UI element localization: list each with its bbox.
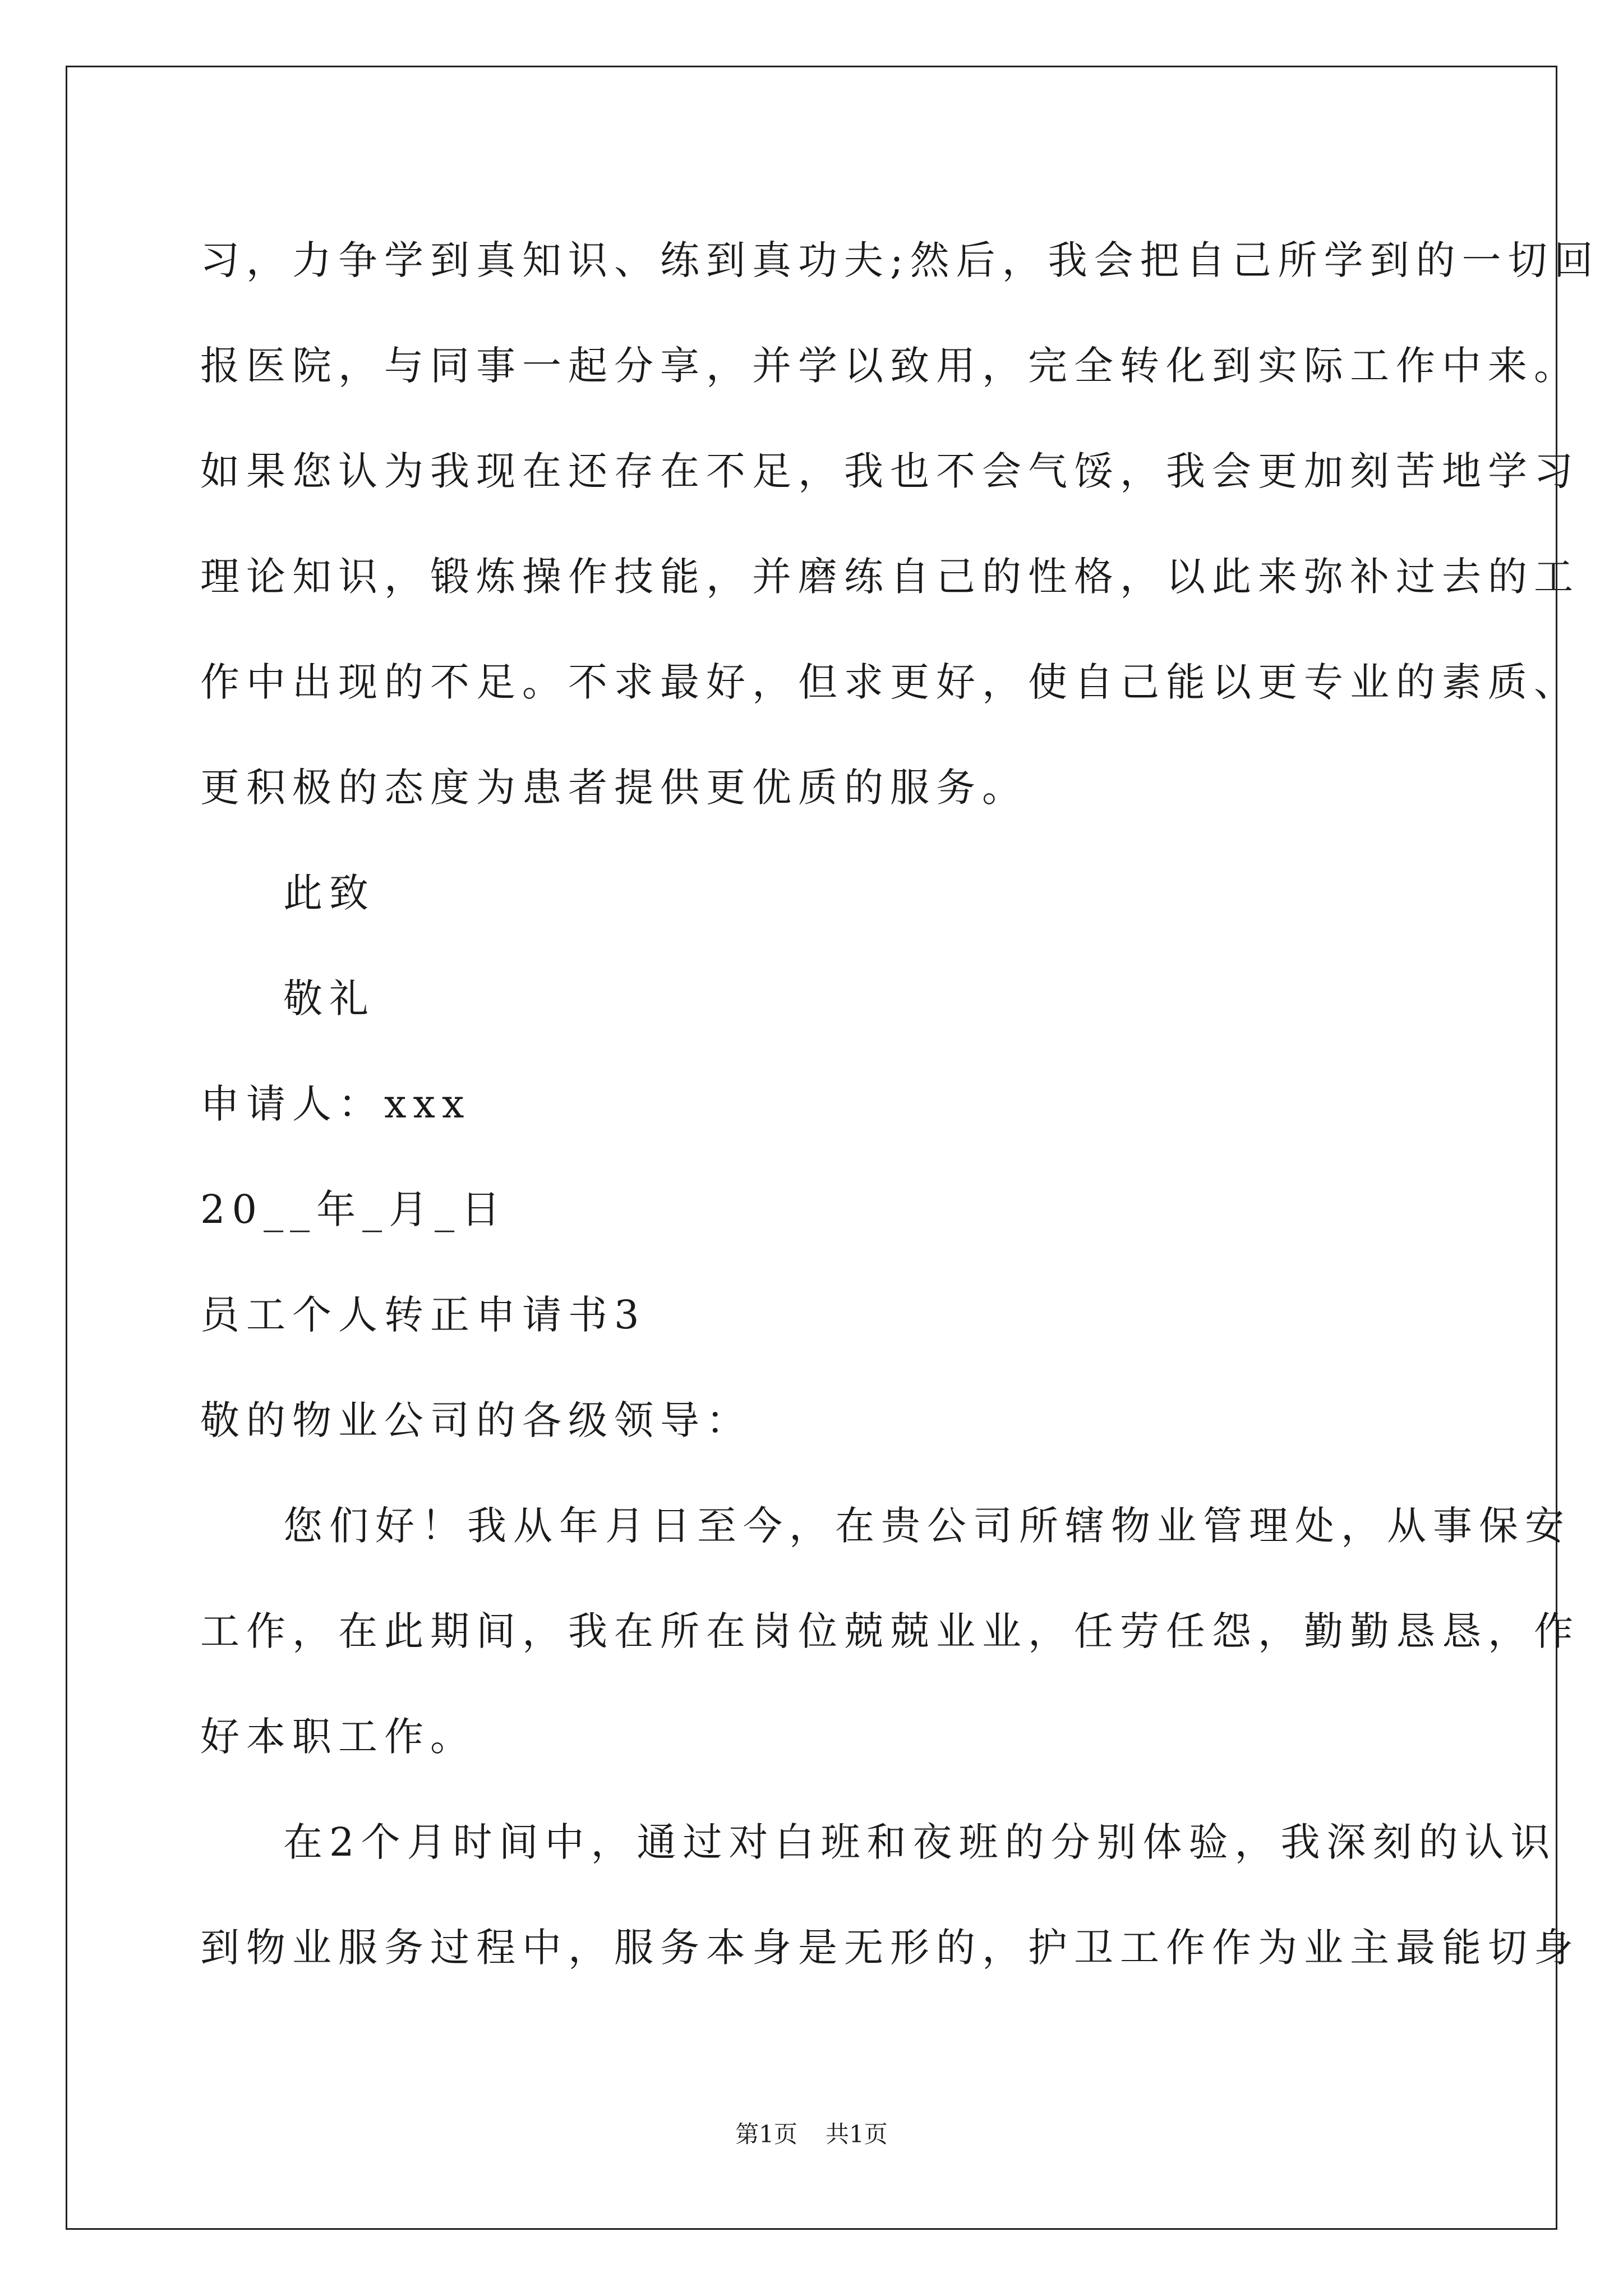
document-body (200, 208, 1600, 2000)
text-line: 更积极的态度为患者提供更优质的服务。 (200, 765, 1028, 811)
text-line: 作中出现的不足。不求最好，但求更好，使自己能以更专业的素质、 (200, 659, 1580, 705)
text-line: 员工个人转正申请书3 (200, 1292, 646, 1338)
text-line: 此致 (283, 870, 375, 916)
text-line: 如果您认为我现在还存在不足，我也不会气馁，我会更加刻苦地学习 (200, 448, 1580, 494)
text-line: 习，力争学到真知识、练到真功夫;然后，我会把自己所学到的一切回 (200, 237, 1600, 283)
text-line: 理论知识，锻炼操作技能，并磨练自己的性格，以此来弥补过去的工 (200, 554, 1580, 600)
text-line: 20__年_月_日 (200, 1186, 508, 1232)
text-line: 敬的物业公司的各级领导： (200, 1397, 752, 1443)
text-line: 敬礼 (283, 976, 375, 1022)
page-total: 共1页 (826, 2120, 888, 2148)
page-number: 第1页 (735, 2120, 797, 2148)
text-line: 工作，在此期间，我在所在岗位兢兢业业，任劳任怨，勤勤恳恳，作 (200, 1608, 1580, 1654)
text-line: 在2个月时间中，通过对白班和夜班的分别体验，我深刻的认识 (283, 1819, 1557, 1865)
text-line: 申请人：xxx (200, 1081, 471, 1127)
page-footer (0, 2118, 1623, 2151)
text-line: 到物业服务过程中，服务本身是无形的，护卫工作作为业主最能切身 (200, 1925, 1580, 1971)
text-line: 您们好！我从年月日至今，在贵公司所辖物业管理处，从事保安 (283, 1503, 1571, 1549)
text-line: 报医院，与同事一起分享，并学以致用，完全转化到实际工作中来。 (200, 343, 1580, 389)
text-line: 好本职工作。 (200, 1714, 476, 1760)
